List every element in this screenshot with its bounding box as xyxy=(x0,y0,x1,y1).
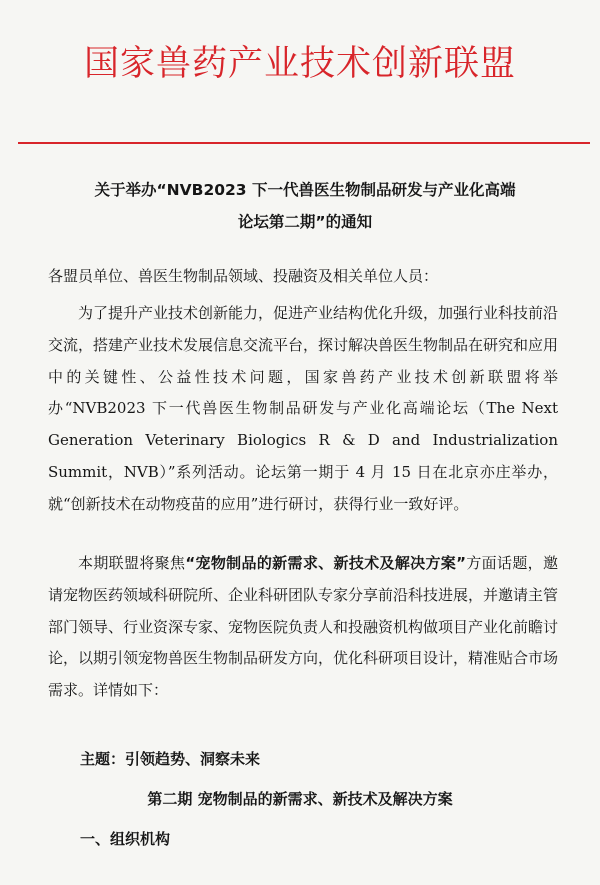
section-heading-organization: 一、组织机构 xyxy=(80,830,171,848)
theme-line: 主题：引领趋势、洞察未来 xyxy=(80,750,261,768)
salutation: 各盟员单位、兽医生物制品领域、投融资及相关单位人员： xyxy=(48,267,439,285)
focus-topic: “宠物制品的新需求、新技术及解决方案” xyxy=(185,554,466,572)
letterhead-divider xyxy=(18,142,590,144)
focus-paragraph-lead: 本期联盟将聚焦 xyxy=(78,554,186,572)
session-heading: 第二期 宠物制品的新需求、新技术及解决方案 xyxy=(147,790,453,808)
letterhead-title: 国家兽药产业技术创新联盟 xyxy=(83,44,516,84)
intro-paragraph: 为了提升产业技术创新能力，促进产业结构优化升级，加强行业科技前沿交流，搭建产业技术发展信息交流平台，探讨解决兽医生物制品在研究和应用中的关键性、公益性技术问题，国家兽药产业技术创新联盟将举办“NVB2023 下一代兽医生物制品研发与产业化高端论坛（The Next Generation Veterinary Biologics R & D and Industrialization Summit，NVB）”系列活动。论坛第一期于 4 月 15 日在北京亦庄举办，就“创新技术在动物疫苗的应用”进行研讨，获得行业一致好评。 xyxy=(48,304,559,513)
focus-paragraph-rest: 方面话题，邀请宠物医药领域科研院所、企业科研团队专家分享前沿科技进展，并邀请主管部门领导、行业资深专家、宠物医院负责人和投融资机构做项目产业化前瞻讨论，以期引领宠物兽医生物制品研发方向，优化科研项目设计，精准贴合市场需求。详情如下： xyxy=(48,554,559,700)
focus-paragraph xyxy=(48,548,558,707)
notice-title-line1: 关于举办“NVB2023 下一代兽医生物制品研发与产业化高端 xyxy=(94,181,516,199)
notice-title-line2: 论坛第二期”的通知 xyxy=(237,213,373,231)
